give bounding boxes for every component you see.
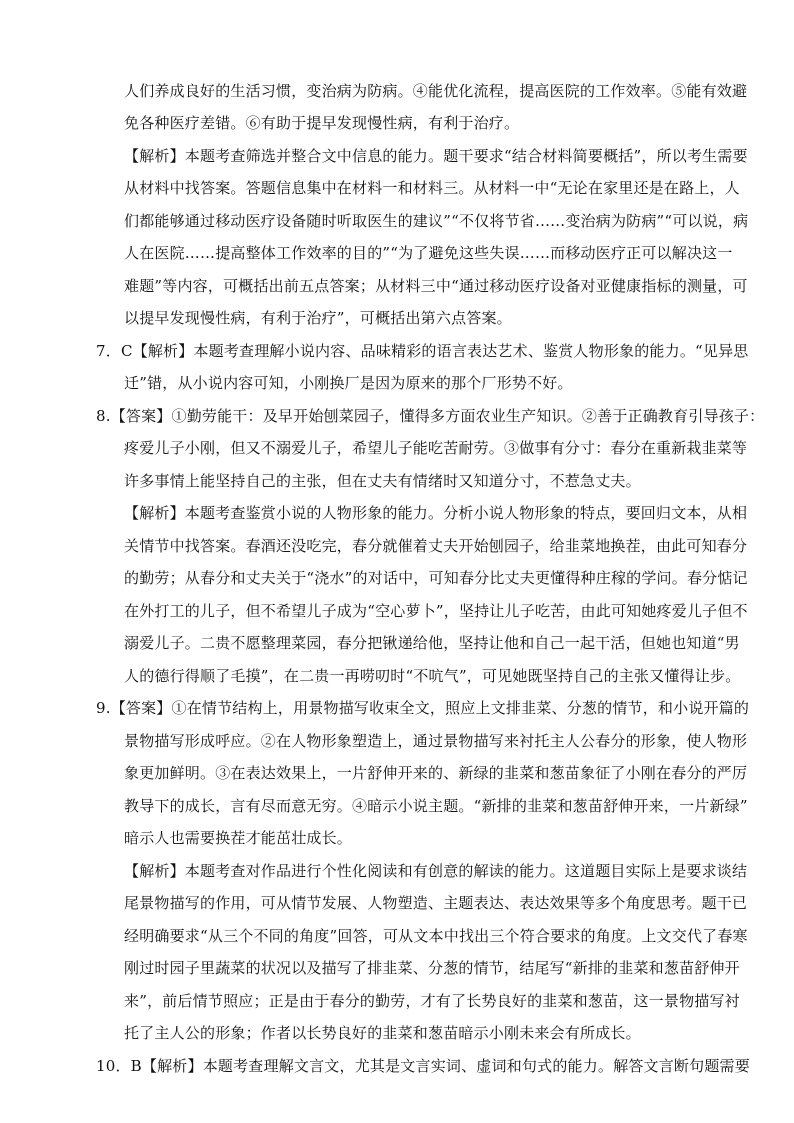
question-10-answer: 10．B【解析】本题考查理解文言文，尤其是文言实词、虚词和句式的能力。解答文言断句题需要 (96, 1057, 750, 1075)
text-line: 难题”等内容，可概括出前五点答案；从材料三中“通过移动医疗设备对亚健康指标的测量，可 (124, 277, 748, 295)
text-line: 溺爱儿子。二贵不愿整理菜园，春分把锹递给他，坚持让他和自己一起干活，但她也知道“男 (124, 634, 740, 652)
text-line: 免各种医疗差错。⑥有助于提早发现慢性病，有利于治疗。 (124, 114, 520, 132)
question-9-answer: 9.【答案】①在情节结构上，用景物描写收束全文，照应上文排韭菜、分葱的情节，和小说开篇的 (96, 699, 750, 717)
text-line: 暗示人也需要换茬才能茁壮成长。 (124, 829, 353, 847)
text-line: 人在医院……提高整体工作效率的目的”“为了避免这些失误……而移动医疗正可以解决这一 (124, 244, 733, 262)
text-line: 在外打工的儿子，但不希望儿子成为“空心萝卜”，坚持让儿子吃苦，由此可知她疼爱儿子但不 (124, 602, 748, 620)
text-line: 人们养成良好的生活习惯，变治病为防病。④能优化流程，提高医院的工作效率。⑤能有效避 (124, 82, 748, 100)
text-line: 来”，前后情节照应；正是由于春分的勤劳，才有了长势良好的韭菜和葱苗，这一景物描写衬 (124, 992, 740, 1010)
text-line: 景物描写形成呼应。②在人物形象塑造上，通过景物描写来衬托主人公春分的形象，使人物形 (124, 732, 748, 750)
text-line: 疼爱儿子小刚，但又不溺爱儿子，希望儿子能吃苦耐劳。③做事有分寸：春分在重新栽韭菜等 (124, 439, 748, 457)
text-line: 尾景物描写的作用，可从情节发展、人物塑造、主题表达、表达效果等多个角度思考。题干已 (124, 894, 748, 912)
text-line: 关情节中找答案。春酒还没吃完，春分就催着丈夫开始刨园子，给韭菜地换茬，由此可知春分 (124, 537, 748, 555)
text-line: 【解析】本题考查筛选并整合文中信息的能力。题干要求“结合材料简要概括”，所以考生需要 (124, 147, 748, 165)
question-8-answer: 8.【答案】①勤劳能干：及早开始刨菜园子，懂得多方面农业生产知识。②善于正确教育引导孩子： (96, 407, 765, 425)
text-line: 从材料中找答案。答题信息集中在材料一和材料三。从材料一中“无论在家里还是在路上，人 (124, 179, 740, 197)
text-line: 【解析】本题考查鉴赏小说的人物形象的能力。分析小说人物形象的特点，要回归文本，从相 (124, 504, 748, 522)
text-line: 象更加鲜明。③在表达效果上，一片舒伸开来的、新绿的韭菜和葱苗象征了小刚在春分的严厉 (124, 764, 748, 782)
text-line: 迁”错，从小说内容可知，小刚换厂是因为原来的那个厂形势不好。 (124, 374, 573, 392)
text-line: 托了主人公的形象；作者以长势良好的韭菜和葱苗暗示小刚未来会有所成长。 (124, 1024, 641, 1042)
text-line: 【解析】本题考查对作品进行个性化阅读和有创意的解读的能力。这道题目实际上是要求谈结 (124, 862, 748, 880)
text-line: 经明确要求“从三个不同的角度”回答，可从文本中找出三个符合要求的角度。上文交代了春寒 (124, 927, 748, 945)
text-line: 教导下的成长，言有尽而意无穷。④暗示小说主题。“新排的韭菜和葱苗舒伸开来，一片新绿” (124, 797, 748, 815)
text-line: 以提早发现慢性病，有利于治疗”，可概括出第六点答案。 (124, 309, 512, 327)
text-line: 刚过时园子里蔬菜的状况以及描写了排韭菜、分葱的情节，结尾写“新排的韭菜和葱苗舒伸开 (124, 959, 740, 977)
text-line: 人的德行得顺了毛摸”，在二贵一再唠叨时“不吭气”，可见她既坚持自己的主张又懂得让步。 (124, 667, 741, 685)
text-line: 们都能够通过移动医疗设备随时听取医生的建议”“不仅将节省……变治病为防病”“可以说，病 (124, 212, 749, 230)
text-line: 的勤劳；从春分和丈夫关于“浇水”的对话中，可知春分比丈夫更懂得种庄稼的学问。春分惦记 (124, 569, 748, 587)
question-7-answer: 7．C【解析】本题考查理解小说内容、品味精彩的语言表达艺术、鉴赏人物形象的能力。“见异思 (96, 342, 749, 360)
text-line: 许多事情上能坚持自己的主张，但在丈夫有情绪时又知道分寸，不惹急丈夫。 (124, 472, 641, 490)
